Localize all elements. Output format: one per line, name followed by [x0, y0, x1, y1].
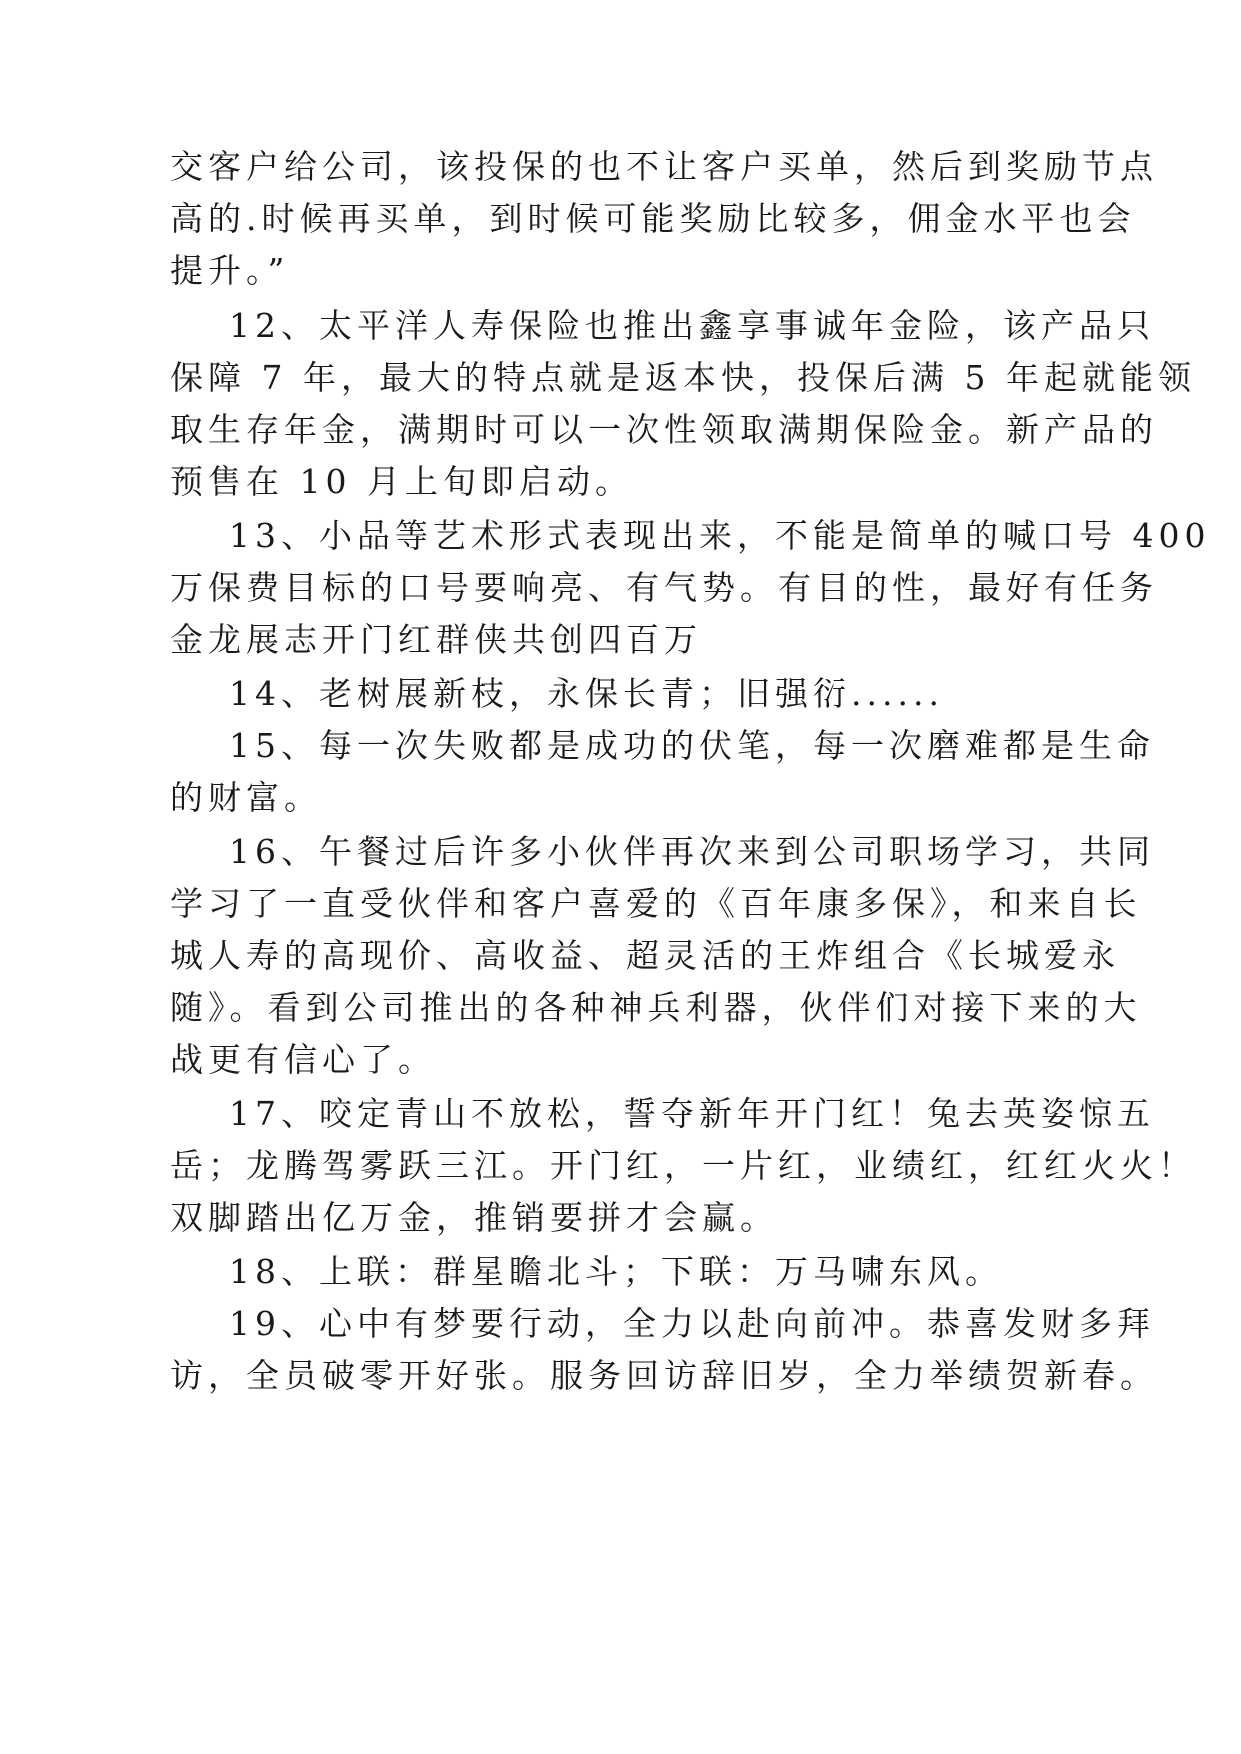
list-item-14: 14、老树展新枝，永保长青；旧强衍...... — [229, 674, 944, 713]
list-item-15: 15、每一次失败都是成功的伏笔，每一次磨难都是生命 — [229, 726, 1155, 765]
text-line: 双脚踏出亿万金，推销要拼才会赢。 — [170, 1198, 778, 1237]
text-line: 保障 7 年，最大的特点就是返本快，投保后满 5 年起就能领 — [170, 358, 1196, 397]
text-line: 岳；龙腾驾雾跃三江。开门红，一片红，业绩红，红红火火！ — [170, 1146, 1196, 1185]
text-line: 的财富。 — [170, 778, 322, 817]
list-item-12: 12、太平洋人寿保险也推出鑫享事诚年金险，该产品只 — [229, 306, 1155, 345]
text-line: 高的.时候再买单，到时候可能奖励比较多，佣金水平也会 — [170, 199, 1136, 238]
text-line: 交客户给公司，该投保的也不让客户买单，然后到奖励节点 — [170, 147, 1158, 186]
text-line: 城人寿的高现价、高收益、超灵活的王炸组合《长城爱永 — [170, 936, 1120, 975]
text-line: 取生存年金，满期时可以一次性领取满期保险金。新产品的 — [170, 410, 1158, 449]
text-line: 提升。” — [170, 251, 290, 290]
text-line: 金龙展志开门红群侠共创四百万 — [170, 620, 702, 659]
list-item-13: 13、小品等艺术形式表现出来，不能是简单的喊口号 400 — [229, 516, 1211, 555]
text-line: 预售在 10 月上旬即启动。 — [170, 462, 633, 501]
list-item-19: 19、心中有梦要行动，全力以赴向前冲。恭喜发财多拜 — [229, 1304, 1155, 1343]
list-item-16: 16、午餐过后许多小伙伴再次来到公司职场学习，共同 — [229, 832, 1155, 871]
text-line: 学习了一直受伙伴和客户喜爱的《百年康多保》，和来自长 — [170, 884, 1142, 923]
text-line: 万保费目标的口号要响亮、有气势。有目的性，最好有任务 — [170, 568, 1158, 607]
text-line: 访，全员破零开好张。服务回访辞旧岁，全力举绩贺新春。 — [170, 1356, 1158, 1395]
list-item-17: 17、咬定青山不放松，誓夺新年开门红！兔去英姿惊五 — [229, 1094, 1155, 1133]
text-line: 随》。看到公司推出的各种神兵利器，伙伴们对接下来的大 — [170, 988, 1142, 1027]
text-line: 战更有信心了。 — [170, 1040, 436, 1079]
list-item-18: 18、上联：群星瞻北斗；下联：万马啸东风。 — [229, 1252, 1003, 1291]
